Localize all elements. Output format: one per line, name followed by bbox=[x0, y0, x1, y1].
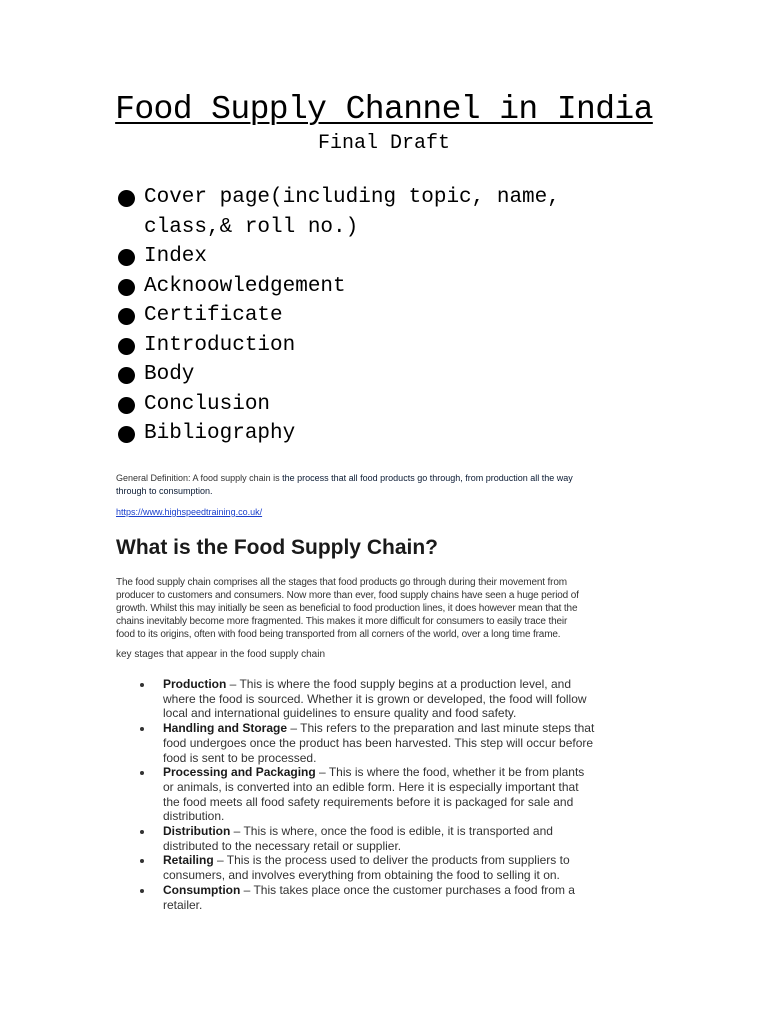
stage-item: Distribution – This is where, once the food is edible, it is transported and distributed to the necessary retail or supplier. bbox=[136, 824, 656, 853]
checklist-item: Body bbox=[116, 360, 636, 390]
contents-checklist bbox=[116, 183, 636, 449]
paragraph-line: chains inevitably become more fragmented. This makes it more difficult for consumers to easily trace their bbox=[116, 616, 568, 627]
bullet-icon bbox=[118, 426, 135, 443]
bullet-icon bbox=[140, 859, 144, 863]
bullet-icon bbox=[118, 338, 135, 355]
bullet-icon bbox=[140, 830, 144, 834]
checklist-item: Certificate bbox=[116, 301, 636, 331]
bullet-icon bbox=[118, 190, 135, 207]
stage-item: Handling and Storage – This refers to the preparation and last minute steps that food undergoes once the product has been harvested. This step will occur before food is sent to be processed. bbox=[136, 721, 656, 765]
bullet-icon bbox=[118, 308, 135, 325]
bullet-icon bbox=[140, 771, 144, 775]
stage-term: Retailing bbox=[163, 853, 214, 868]
checklist-item: Bibliography bbox=[116, 419, 636, 449]
general-definition bbox=[116, 472, 656, 497]
bullet-icon bbox=[118, 367, 135, 384]
key-stages-intro: key stages that appear in the food supply chain bbox=[116, 649, 326, 660]
stage-term: Processing and Packaging bbox=[163, 765, 316, 780]
paragraph-line: The food supply chain comprises all the stages that food products go through during their movement from bbox=[116, 577, 567, 588]
checklist-item: Introduction bbox=[116, 331, 636, 361]
document-title: Food Supply Channel in India bbox=[115, 91, 653, 128]
checklist-item: Conclusion bbox=[116, 390, 636, 420]
bullet-icon bbox=[140, 889, 144, 893]
checklist-item-continuation: class,& roll no.) bbox=[144, 215, 359, 239]
stages-list bbox=[136, 677, 656, 912]
definition-prefix: General Definition: A food supply chain is bbox=[116, 473, 283, 483]
definition-emphasis: through to consumption. bbox=[116, 485, 213, 496]
bullet-icon bbox=[118, 397, 135, 414]
intro-paragraph bbox=[116, 576, 656, 641]
checklist-item: Cover page(including topic, name, bbox=[116, 183, 636, 213]
paragraph-line: food to its origins, often with food being transported from all corners of the world, over a long time frame. bbox=[116, 629, 561, 640]
stage-term: Handling and Storage bbox=[163, 721, 288, 736]
bullet-icon bbox=[140, 727, 144, 731]
section-heading: What is the Food Supply Chain? bbox=[116, 536, 438, 559]
paragraph-line: growth. Whilst this may initially be seen as beneficial to food production lines, it does however mean that the bbox=[116, 603, 578, 614]
stage-term: Distribution bbox=[163, 824, 231, 839]
stage-item: Processing and Packaging – This is where the food, whether it be from plants or animals, is converted into an edible form. Here it is especially important that the food meets all food safety requirements before it is packaged for sale and distribution. bbox=[136, 765, 656, 824]
document-subtitle: Final Draft bbox=[317, 132, 451, 155]
stage-term: Consumption bbox=[163, 882, 241, 897]
checklist-item: Acknoowledgement bbox=[116, 272, 636, 302]
paragraph-line: producer to customers and consumers. Now more than ever, food supply chains have seen a huge period of bbox=[116, 590, 579, 601]
checklist-item: Index bbox=[116, 242, 636, 272]
bullet-icon bbox=[140, 683, 144, 687]
definition-emphasis: the process that all food products go through, from production all the way bbox=[282, 473, 573, 483]
bullet-icon bbox=[118, 249, 135, 266]
stage-item: Retailing – This is the process used to deliver the products from suppliers to consumers, and involves everything from obtaining the food to selling it on. bbox=[136, 853, 656, 882]
stage-item: Consumption – This takes place once the customer purchases a food from a retailer. bbox=[136, 883, 656, 912]
source-link[interactable]: https://www.highspeedtraining.co.uk/ bbox=[116, 507, 263, 517]
bullet-icon bbox=[118, 279, 135, 296]
stage-term: Production bbox=[163, 677, 227, 691]
stage-item: Production – This is where the food supply begins at a production level, and where the food is sourced. Whether it is grown or developed, the food will follow local and international guidelines to ensure quality and food safety. bbox=[136, 677, 656, 721]
